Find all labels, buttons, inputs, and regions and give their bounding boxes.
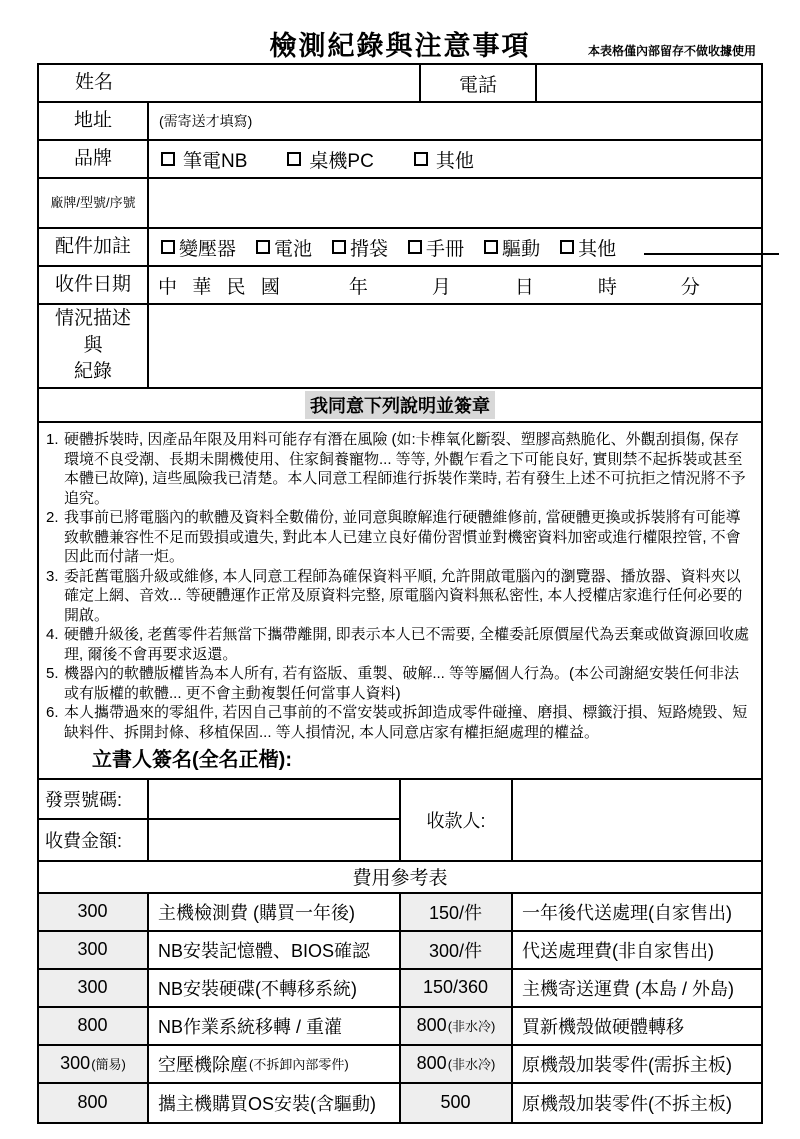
agreement-item-number: 6. [46, 704, 59, 721]
agreement-item-number: 5. [46, 665, 59, 682]
agreement-item-text: 硬體拆裝時, 因產品年限及用料可能存有潛在風險 (如:卡榫氧化斷裂、塑膠高熱脆化、外觀刮損傷, 保存環境不良受潮、長期未開機使用、住家飼養寵物... 等等, 外觀乍看之下可能良好, 實則禁不起拆裝或甚至本體已故障), 這些風險我已清楚。本人同意工程師進行拆裝作業時, 若有發生上述不可抗拒之情況將不予追究。 [64, 431, 746, 507]
name-field[interactable] [149, 65, 419, 101]
invoice-number-field[interactable] [149, 780, 401, 820]
signature-label: 立書人簽名(全名正楷): [92, 749, 292, 771]
accessory-option-driver[interactable] [484, 234, 540, 261]
date-unit-hour: 時 [597, 276, 617, 298]
received-date-field[interactable] [149, 267, 761, 303]
fee-desc: NB安裝記憶體、BIOS確認 [158, 940, 371, 961]
checkbox-icon[interactable] [484, 240, 498, 254]
fee-desc: NB作業系統移轉 / 重灌 [158, 1016, 343, 1037]
agreement-item [46, 625, 753, 664]
name-label: 姓名 [74, 71, 113, 93]
fee-price-cell [401, 932, 513, 968]
checkbox-icon[interactable] [161, 152, 175, 166]
accessory-option-adapter[interactable] [161, 234, 236, 261]
received-date-label: 收件日期 [39, 267, 149, 303]
brand-option-pc[interactable] [287, 146, 373, 173]
billing-section [39, 780, 761, 862]
condition-label [39, 305, 149, 387]
model-field[interactable] [149, 179, 761, 227]
agreement-item-text: 硬體升級後, 老舊零件若無當下攜帶離開, 即表示本人已不需要, 全權委託原價屋代為丟棄或做資源回收處理, 爾後不會再要求返還。 [64, 626, 750, 663]
accessory-option-manual[interactable] [408, 234, 464, 261]
fee-price-cell [401, 1084, 513, 1122]
fee-row [39, 970, 761, 1008]
fee-price: 500 [440, 1092, 471, 1112]
form-table [37, 63, 763, 1124]
date-unit-day: 日 [514, 276, 534, 298]
fee-row [39, 894, 761, 932]
fee-row [39, 1008, 761, 1046]
model-row [39, 179, 761, 229]
fee-desc-cell [513, 970, 761, 1006]
accessory-options [149, 229, 789, 265]
accessory-option-label: 變壓器 [179, 238, 237, 260]
phone-label: 電話 [419, 65, 537, 101]
fee-desc-cell [513, 1046, 761, 1082]
accessory-option-label: 驅動 [502, 238, 541, 260]
fee-price-cell [39, 894, 149, 930]
fee-desc: 一年後代送處理(自家售出) [522, 902, 732, 923]
agreement-item-text: 機器內的軟體版權皆為本人所有, 若有盜版、重製、破解... 等等屬個人行為。(本公司謝絕安裝任何非法或有版權的軟體... 更不會主動複製任何當事人資料) [64, 665, 740, 702]
fee-price-cell [39, 970, 149, 1006]
brand-row [39, 141, 761, 179]
fee-price-cell [39, 1084, 149, 1122]
fee-desc-cell [149, 1046, 401, 1082]
checkbox-icon[interactable] [414, 152, 428, 166]
fee-price-cell [39, 932, 149, 968]
fee-desc-cell [149, 894, 401, 930]
accessory-option-battery[interactable] [256, 234, 312, 261]
fee-desc-cell [149, 932, 401, 968]
agreement-item-text: 我事前已將電腦內的軟體及資料全數備份, 並同意與瞭解進行硬體維修前, 當硬體更換或拆裝將有可能導致軟體兼容性不足而毀損或遺失, 對此本人已建立良好備份習慣並對機密資料加密或進行權限控管, 不會因此而付諸一炬。 [64, 509, 741, 565]
fee-desc: 原機殼加裝零件(需拆主板) [522, 1054, 732, 1075]
accessory-option-label: 電池 [274, 238, 313, 260]
fee-desc-cell [513, 894, 761, 930]
fee-price-cell [401, 1046, 513, 1082]
received-date-row [39, 267, 761, 305]
brand-options [149, 141, 761, 177]
fee-price: 300 [60, 1053, 91, 1073]
agreement-item [46, 664, 753, 703]
checkbox-icon[interactable] [161, 240, 175, 254]
fee-desc-cell [149, 1008, 401, 1044]
fee-row [39, 932, 761, 970]
address-field[interactable] [149, 103, 761, 139]
fee-desc: 原機殼加裝零件(不拆主板) [522, 1093, 732, 1114]
fee-desc: 主機寄送運費 (本島 / 外島) [522, 978, 734, 999]
fee-price: 300 [77, 939, 108, 959]
fee-row [39, 1084, 761, 1122]
checkbox-icon[interactable] [332, 240, 346, 254]
fee-desc-cell [149, 1084, 401, 1122]
agreement-body [39, 423, 761, 780]
agreement-item [46, 567, 753, 626]
fee-price: 300 [77, 977, 108, 997]
condition-label-line: 紀錄 [73, 361, 112, 383]
fee-price-cell [401, 894, 513, 930]
fee-price: 800 [77, 1092, 108, 1112]
agreement-item-number: 1. [46, 431, 59, 448]
brand-option-other[interactable] [414, 146, 474, 173]
agreement-item [46, 430, 753, 508]
fee-price: 300/件 [428, 940, 483, 961]
date-unit-year: 年 [348, 276, 368, 298]
checkbox-icon[interactable] [560, 240, 574, 254]
fee-desc: 代送處理費(非自家售出) [522, 940, 714, 961]
accessory-option-label: 揹袋 [350, 238, 389, 260]
model-label: 廠牌/型號/序號 [39, 179, 149, 227]
header-note: 本表格僅內部留存不做收據使用 [587, 44, 756, 58]
accessory-option-label: 其他 [578, 238, 617, 260]
date-unit-month: 月 [431, 276, 451, 298]
agreement-item-number: 3. [46, 567, 59, 585]
name-phone-row [39, 65, 761, 103]
condition-label-line: 與 [83, 334, 103, 356]
checkbox-icon[interactable] [408, 240, 422, 254]
fee-price-note: (簡易) [91, 1057, 126, 1072]
address-label: 地址 [39, 103, 149, 139]
brand-label: 品牌 [39, 141, 149, 177]
agreement-item [46, 508, 753, 567]
checkbox-icon[interactable] [256, 240, 270, 254]
accessory-option-other[interactable] [560, 234, 616, 261]
condition-field[interactable] [149, 305, 761, 387]
agreement-item-text: 本人攜帶過來的零組件, 若因自己事前的不當安裝或拆卸造成零件碰撞、磨損、標籤汙損、短路燒毀、短缺料件、拆開封條、移植保固... 等人損情況, 本人同意店家有權拒絕處理的權益。 [64, 704, 748, 741]
date-era-label: 中 華 民 國 [158, 276, 285, 298]
fee-desc: 主機檢測費 (購買一年後) [158, 902, 355, 923]
page-title: 檢測紀錄與注意事項 [269, 31, 531, 61]
agreement-item-text: 委託舊電腦升級或維修, 本人同意工程師為確保資料平順, 允許開啟電腦內的瀏覽器、播放器、資料夾以確定上網、音效... 等硬體運作正常及原資料完整, 原電腦內資料無私密性, 本人授權店家進行任何必要的開啟。 [64, 567, 743, 624]
brand-option-label: 筆電NB [183, 150, 248, 172]
address-hint: (需寄送才填寫) [159, 113, 253, 129]
fee-desc-cell [513, 1084, 761, 1122]
fee-price: 150/360 [422, 977, 489, 997]
signature-line[interactable] [92, 751, 753, 771]
fee-desc: NB安裝硬碟(不轉移系統) [158, 978, 357, 999]
fee-price: 150/件 [428, 902, 483, 923]
agreement-heading-row [39, 389, 761, 423]
accessories-label: 配件加註 [39, 229, 149, 265]
fee-price-cell [401, 1008, 513, 1044]
fee-table-title: 費用參考表 [352, 868, 448, 889]
condition-row [39, 305, 761, 389]
date-unit-minute: 分 [680, 276, 700, 298]
fee-desc: 買新機殼做硬體轉移 [522, 1016, 684, 1037]
fee-desc-cell [149, 970, 401, 1006]
accessory-option-bag[interactable] [332, 234, 388, 261]
payee-label: 收款人: [401, 780, 513, 860]
accessories-row [39, 229, 761, 267]
fee-price: 800 [416, 1053, 447, 1073]
brand-option-label: 其他 [435, 150, 474, 172]
agreement-heading: 我同意下列說明並簽章 [305, 391, 495, 419]
accessory-option-label: 手冊 [426, 238, 465, 260]
fee-desc-cell [513, 932, 761, 968]
brand-option-nb[interactable] [161, 146, 247, 173]
fee-desc: 攜主機購買OS安裝(含驅動) [158, 1093, 376, 1114]
agreement-item [46, 703, 753, 742]
fee-row [39, 1046, 761, 1084]
address-row [39, 103, 761, 141]
fee-price: 800 [77, 1015, 108, 1035]
condition-label-line: 情況描述 [54, 308, 131, 330]
payee-field[interactable] [513, 780, 761, 860]
document-header [0, 0, 800, 62]
accessory-other-line[interactable] [644, 239, 779, 255]
fee-price-cell [401, 970, 513, 1006]
checkbox-icon[interactable] [287, 152, 301, 166]
invoice-number-label: 發票號碼: [39, 780, 149, 820]
fee-price-cell [39, 1008, 149, 1044]
agreement-item-number: 4. [46, 626, 59, 643]
fee-price-cell [39, 1046, 149, 1082]
agreement-item-number: 2. [46, 509, 59, 526]
fee-price-note: (非水冷) [447, 1057, 496, 1072]
phone-field[interactable] [537, 65, 761, 101]
fee-desc-cell [513, 1008, 761, 1044]
fee-price-note: (非水冷) [447, 1019, 496, 1034]
amount-label: 收費金額: [39, 820, 149, 860]
amount-field[interactable] [149, 820, 401, 860]
fee-price: 800 [416, 1015, 447, 1035]
brand-option-label: 桌機PC [309, 150, 374, 172]
fee-price: 300 [77, 901, 108, 921]
fee-desc-note: (不拆卸內部零件) [249, 1057, 349, 1072]
fee-table-title-row [39, 862, 761, 894]
fee-desc: 空壓機除塵 [158, 1054, 248, 1075]
